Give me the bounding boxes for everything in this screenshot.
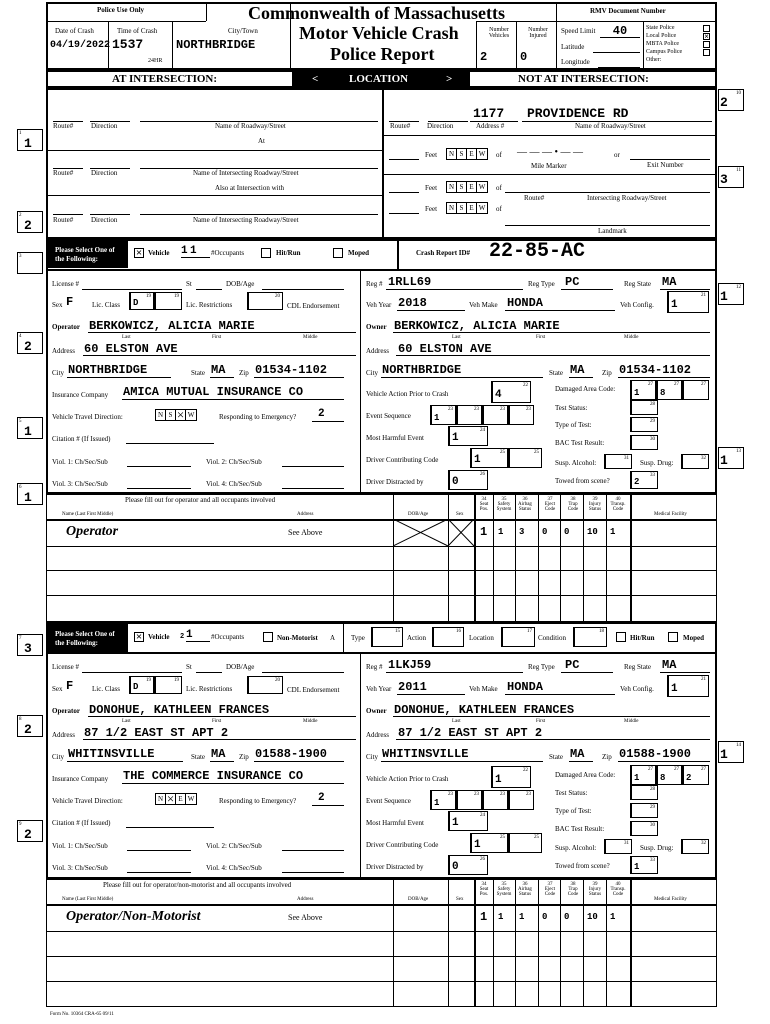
direction-nsew-2[interactable]: N S E W [446, 181, 488, 193]
nveh-label: Number Vehicles [488, 27, 510, 39]
agency-state-checkbox[interactable] [703, 25, 710, 32]
moped-checkbox-v2[interactable] [668, 632, 678, 642]
nonmotorist-checkbox[interactable] [263, 632, 273, 642]
hitrun-checkbox-v2[interactable] [616, 632, 626, 642]
crash-date: 04/19/2022 [50, 40, 111, 51]
city-label: City/Town [228, 27, 258, 35]
agency-state: State Police [646, 25, 675, 31]
occ1-row-name: Operator [66, 524, 119, 539]
side-box-13[interactable]: 13 1 [718, 447, 744, 469]
longitude-label: Longitude [561, 58, 590, 66]
side-box-12[interactable]: 12 1 [718, 283, 744, 305]
title-mvc: Motor Vehicle Crash [299, 23, 459, 43]
moped-checkbox-v1[interactable] [333, 248, 343, 258]
form-number: Form No. 10364 CRA-65 09/11 [50, 1012, 114, 1017]
side-box-1[interactable]: 1 1 [17, 129, 43, 151]
not-at-intersection-label: NOT AT INTERSECTION: [518, 73, 649, 85]
reg-number-v1: 1RLL69 [388, 275, 432, 289]
location-label: LOCATION [349, 73, 409, 85]
agency-campus: Campus Police [646, 49, 683, 55]
operator-name-v1: BERKOWICZ, ALICIA MARIE [89, 319, 255, 333]
travel-direction-v1[interactable]: N S × W [155, 409, 197, 421]
occ2-row-name: Operator/Non-Motorist [66, 909, 201, 924]
speed-value: 40 [600, 25, 640, 38]
side-box-5[interactable]: 5 1 [17, 417, 43, 439]
side-box-7[interactable]: 7 3 [17, 634, 43, 656]
location-next-arrow[interactable]: > [446, 73, 453, 85]
agency-mbta-checkbox[interactable] [703, 41, 710, 48]
title-police-report: Police Report [330, 44, 435, 64]
side-box-8[interactable]: 8 2 [17, 715, 43, 737]
at-intersection-label: AT INTERSECTION: [112, 73, 218, 85]
insurance-v2: THE COMMERCE INSURANCE CO [123, 769, 304, 783]
crash-time: 1537 [112, 37, 144, 52]
side-box-10[interactable]: 10 2 [718, 89, 744, 111]
hitrun-checkbox-v1[interactable] [261, 248, 271, 258]
side-box-6[interactable]: 6 1 [17, 483, 43, 505]
operator-address-v1: 60 ELSTON AVE [84, 342, 178, 356]
operator-name-v2: DONOHUE, KATHLEEN FRANCES [89, 703, 270, 717]
occupants-v1: 1 [190, 246, 210, 258]
side-box-11[interactable]: 11 3 [718, 166, 744, 188]
insurance-v1: AMICA MUTUAL INSURANCE CO [123, 385, 304, 399]
side-box-9[interactable]: 9 2 [17, 820, 43, 842]
vehicle-number-v1: 1 [181, 246, 191, 258]
side-box-14[interactable]: 14 1 [718, 741, 744, 763]
owner-name-v2: DONOHUE, KATHLEEN FRANCES [394, 703, 575, 717]
rmv-label: RMV Document Number [590, 7, 666, 15]
vehicle-checkbox-v1[interactable]: × [135, 247, 143, 259]
operator-address-v2: 87 1/2 EAST ST APT 2 [84, 726, 229, 740]
side-box-2[interactable]: 2 2 [17, 211, 43, 233]
title-commonwealth: Commonwealth of Massachusetts [248, 3, 505, 23]
latitude-label: Latitude [561, 43, 585, 51]
direction-nsew-3[interactable]: N S E W [446, 202, 488, 214]
location-prev-arrow[interactable]: < [312, 73, 319, 85]
time-label: Time of Crash [117, 27, 158, 35]
agency-local: Local Police [646, 33, 677, 39]
ninj-label: Number Injured [528, 27, 548, 39]
side-box-4[interactable]: 4 2 [17, 332, 43, 354]
agency-local-checkbox[interactable]: × [704, 32, 709, 41]
owner-name-v1: BERKOWICZ, ALICIA MARIE [394, 319, 560, 333]
ninj-value: 0 [520, 50, 528, 64]
agency-mbta: MBTA Police [646, 41, 680, 47]
crash-report-id: 22-85-AC [489, 240, 586, 263]
crash-city: NORTHBRIDGE [176, 38, 256, 52]
reg-number-v2: 1LKJ59 [388, 658, 432, 672]
address-street: PROVIDENCE RD [527, 106, 629, 121]
speed-label: Speed Limit [561, 27, 596, 35]
occupants-table-v2 [46, 879, 717, 1007]
date-label: Date of Crash [55, 27, 94, 35]
nveh-value: 2 [480, 50, 488, 64]
hr-label: 24HR [148, 58, 163, 64]
agency-campus-checkbox[interactable] [703, 49, 710, 56]
direction-nsew-1[interactable]: N S E W [446, 148, 488, 160]
occupants-table-v1 [46, 494, 717, 622]
dob-sex-cross-v1 [393, 519, 475, 546]
police-use-label: Police Use Only [97, 6, 145, 14]
side-box-3[interactable]: 3 [17, 252, 43, 274]
vehicle-checkbox-v2[interactable]: × [135, 631, 143, 643]
agency-other: Other: [646, 57, 662, 63]
address-number: 1177 [473, 106, 505, 121]
travel-direction-v2[interactable]: N × E W [155, 793, 197, 805]
